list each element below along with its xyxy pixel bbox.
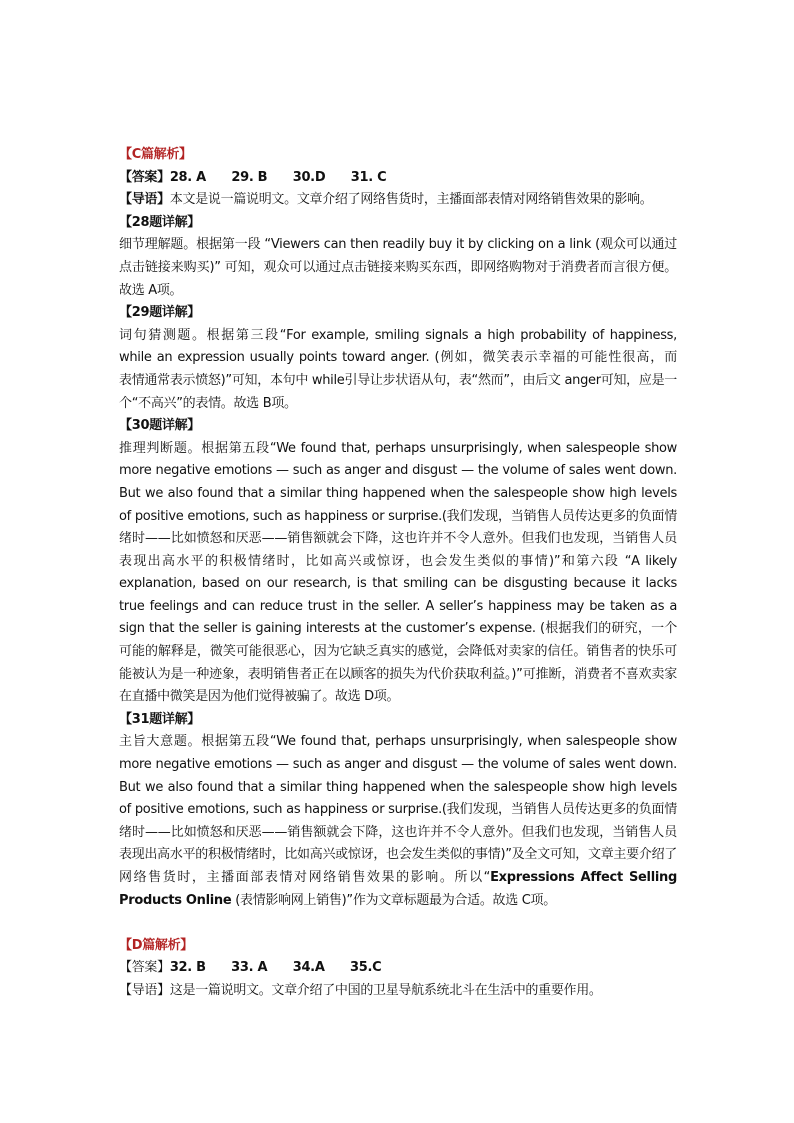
q29-title: 【29题详解】 [119,305,200,321]
q28-text: 细节理解题。根据第一段 “Viewers can then readily buy it by clicking on a link (观众可以通过点击链接来购买)” 可知，观众可以通过点击链接来购买东西，即网络购物对于消费者而言很方便。故选 A项。 [119,237,677,298]
guide-text: 本文是说一篇说明文。文章介绍了网络售货时，主播面部表情对网络销售效果的影响。 [169,192,653,208]
q31-text-post: (表情影响网上销售)”作为文章标题最为合适。故选 C项。 [231,892,556,908]
q30-title: 【30题详解】 [119,418,200,434]
q31-title: 【31题详解】 [119,711,200,727]
answers-text: 28. A 29. B 30.D 31. C [169,169,387,185]
q29-text: 词句猜测题。根据第三段“For example, smiling signals a high probability of happiness, while an expression usually points toward anger. (例如，微笑表示幸福的可能性很高，而 表情通常表示愤怒)”可知，本句中 while引导让步状语从句，表“然而”，由后文 anger可知，应是一个“不高兴”的表情。故选 B项。 [119,327,703,411]
section-d-answers [119,957,677,980]
q31-text-bold: Expressions Affect Selling Products Online [119,870,677,908]
answer-label: 【答案】 [119,960,170,976]
guide-label: 【导语】 [119,982,170,998]
document-body [119,144,703,1003]
q31-text-pre: 主旨大意题。根据第五段“We found that, perhaps unsurprisingly, when salespeople show more negative emotions — such as anger and disgust — the volume of sales went down. But we also found that a similar thing happened when the salespeople show high levels of positive emotions, such as happiness or surprise.(我们发现，当销售人员传达更多的负面情绪时——比如愤怒和厌恶——销售额就会下降，这也许并不令人意外。但我们也发现，当销售人员表现出高水平的积极情绪时，比如高兴或惊讶，也会发生类似的事情)”及全文可知，文章主要介绍了网络售货时，主播面部表情对网络销售效果的影响。所以“ [119,734,677,885]
answers-text: 32. B 33. A 34.A 35.C [169,960,382,976]
q28-title: 【28题详解】 [119,214,200,230]
q30-text: 推理判断题。根据第五段“We found that, perhaps unsurprisingly, when salespeople show more negative emotions — such as anger and disgust — the volume of sales went down. But we also found that a similar thing happened when the salespeople show high levels of positive emotions, such as happiness or surprise.(我们发现，当销售人员传达更多的负面情绪时——比如愤怒和厌恶——销售额就会下降，这也许并不令人意外。但我们也发现，当销售人员表现出高水平的积极情绪时，比如高兴或惊讶，也会发生类似的事情)”和第六段 “A likely explanation, based on our research, is that smiling can be disgusting because it lacks true feelings and can reduce trust in the seller. A seller’s happiness may be taken as a sign that the seller is gaining interests at the customer’s expense. (根据我们的研究，一个可能的解释是，微笑可能很恶心，因为它缺乏真实的感觉，会降低对卖家的信任。销售者的快乐可能被认为是一种迹象，表明销售者正在以顾客的损失为代价获取利益。)”可推断，消费者不喜欢卖家在直播中微笑是因为他们觉得被骗了。故选 D项。 [119,440,677,705]
section-d-title: 【D篇解析】 [119,937,193,953]
section-gap [119,912,677,935]
section-c-answers [119,167,677,190]
section-c-guide [119,189,677,212]
section-c-title: 【C篇解析】 [119,147,192,162]
answer-label: 【答案】 [119,169,170,185]
q31-text [119,731,677,912]
section-d-guide [119,980,677,1003]
guide-text: 这是一篇说明文。文章介绍了中国的卫星导航系统北斗在生活中的重要作用。 [169,982,602,998]
guide-label: 【导语】 [119,192,170,208]
